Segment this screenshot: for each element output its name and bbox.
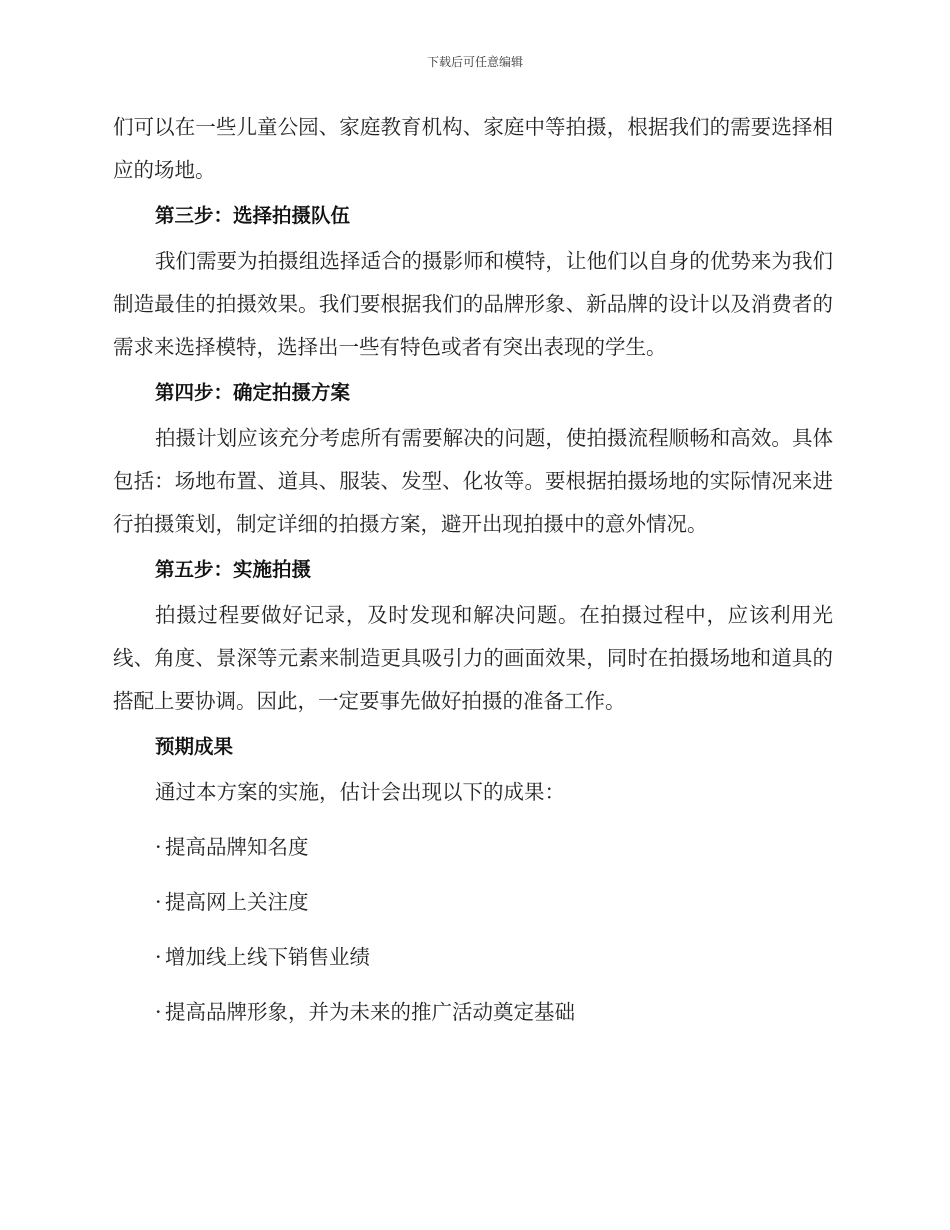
- step3-heading: 第三步：选择拍摄队伍: [155, 204, 351, 227]
- results-intro: 通过本方案的实施，估计会出现以下的成果：: [155, 780, 565, 804]
- bullet-dot: ·: [155, 945, 162, 969]
- results-heading: 预期成果: [155, 735, 234, 758]
- step5-paragraph: 拍摄过程要做好记录，及时发现和解决问题。在拍摄过程中，应该利用光线、角度、景深等元素来制造更具吸引力的画面效果，同时在拍摄场地和道具的搭配上要协调。因此，一定要事先做好拍摄的准备工作。: [113, 603, 833, 713]
- list-item: [113, 936, 833, 979]
- bullet-dot: ·: [155, 890, 162, 914]
- page-header: 下载后可任意编辑: [426, 55, 523, 69]
- list-item: [113, 991, 833, 1034]
- step4-paragraph: 拍摄计划应该充分考虑所有需要解决的问题，使拍摄流程顺畅和高效。具体包括：场地布置、道具、服装、发型、化妆等。要根据拍摄场地的实际情况来进行拍摄策划，制定详细的拍摄方案，避开出现拍摄中的意外情况。: [113, 426, 833, 536]
- bullet-dot: ·: [155, 1000, 162, 1024]
- list-item-text: 提高品牌形象，并为未来的推广活动奠定基础: [165, 1000, 575, 1024]
- list-item-text: 提高品牌知名度: [165, 835, 309, 859]
- step3-paragraph: 我们需要为拍摄组选择适合的摄影师和模特，让他们以自身的优势来为我们制造最佳的拍摄效果。我们要根据我们的品牌形象、新品牌的设计以及消费者的需求来选择模特，选择出一些有特色或者有突出表现的学生。: [113, 249, 833, 359]
- bullet-dot: ·: [155, 835, 162, 859]
- intro-paragraph: 们可以在一些儿童公园、家庭教育机构、家庭中等拍摄，根据我们的需要选择相应的场地。: [113, 115, 833, 182]
- step5-heading: 第五步：实施拍摄: [155, 558, 312, 581]
- list-item-text: 提高网上关注度: [165, 890, 309, 914]
- document-body: [113, 106, 833, 1034]
- step4-heading: 第四步：确定拍摄方案: [155, 381, 351, 404]
- list-item: [113, 826, 833, 869]
- list-item-text: 增加线上线下销售业绩: [165, 945, 370, 969]
- list-item: [113, 881, 833, 924]
